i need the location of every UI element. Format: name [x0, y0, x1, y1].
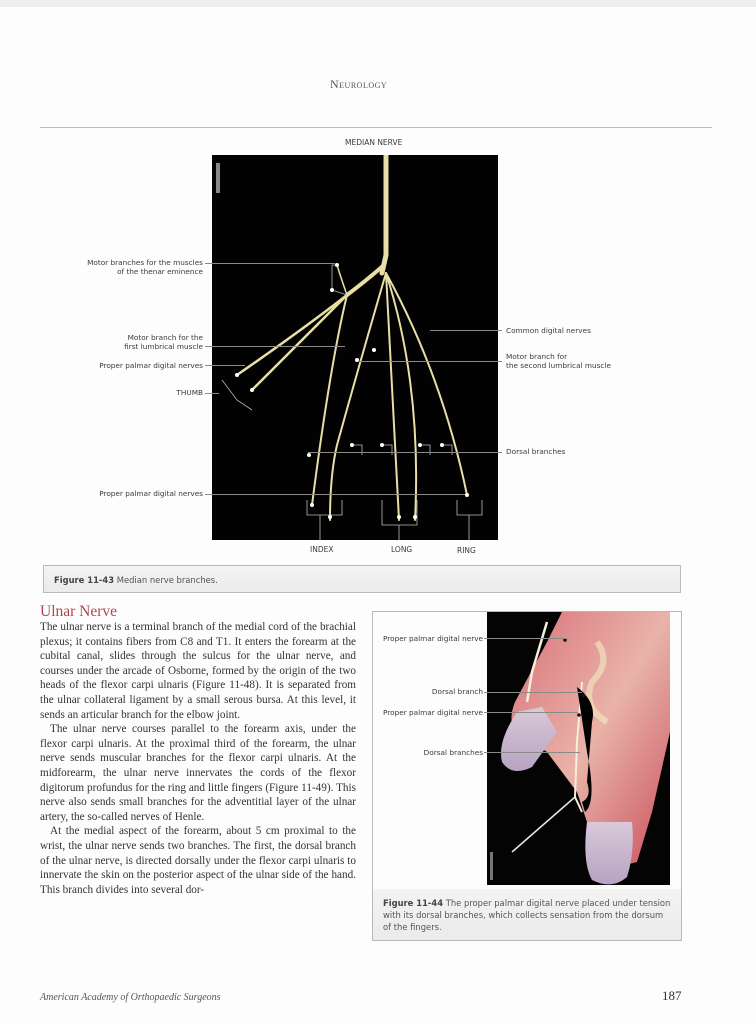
- label-proper-palmar-digital-nerves-thumb: [99, 361, 203, 370]
- label-fig44-proper-palmar-digital-nerve: Proper palmar digital nerve: [383, 634, 483, 643]
- header-rule: [40, 127, 712, 128]
- label-dorsal-branches: [506, 447, 565, 456]
- finger-dissection-photo: [487, 612, 670, 885]
- caption-text: [383, 897, 673, 933]
- caption-body: The proper palmar digital nerve placed under tension with its dorsal branches, which collects sensation from the dorsum of the fingers.: [383, 898, 671, 932]
- label-line: Motor branch for: [506, 352, 568, 361]
- label-thenar-motor-branches: [87, 258, 203, 276]
- leader-line: [484, 712, 578, 713]
- label-line: of the thenar eminence: [117, 267, 203, 276]
- caption-body: Median nerve branches.: [116, 575, 218, 585]
- top-bar: [0, 0, 756, 7]
- label-index: INDEX: [310, 545, 334, 554]
- body-text: [40, 620, 356, 897]
- leader-line: [484, 692, 582, 693]
- finger-illustration: [487, 612, 670, 885]
- median-nerve-label: MEDIAN NERVE: [345, 138, 403, 147]
- leader-line: [205, 263, 335, 264]
- label-fig44-dorsal-branches: Dorsal branches: [423, 748, 483, 757]
- leader-line: [484, 638, 566, 639]
- nerve-illustration: [212, 155, 498, 540]
- leader-line: [205, 494, 465, 495]
- label-ring: RING: [457, 546, 476, 555]
- label-long: LONG: [391, 545, 413, 554]
- leader-line: [484, 752, 580, 753]
- label-line: Proper palmar digital nerves: [99, 489, 203, 498]
- label-line: the second lumbrical muscle: [506, 361, 611, 370]
- paragraph: The ulnar nerve is a terminal branch of the medial cord of the brachial plexus; it contains fibers from C8 and T1. It enters the forearm at the cubital canal, slides through the sulcus for the ulnar nerve, and courses under the arcade of Osborne, formed by the origin of the two heads of the flexor carpi ulnaris (Figure 11-48). It is separated from the ulnar collateral ligament by a small serous bursa. At this level, it sends an articular branch for the elbow joint.: [40, 621, 356, 721]
- caption-number: Figure 11-43: [54, 575, 115, 585]
- figure-11-43-caption: [43, 565, 681, 593]
- label-first-lumbrical-branch: [124, 333, 203, 351]
- label-fig44-proper-palmar-digital-nerve-2: Proper palmar digital nerve: [383, 708, 483, 717]
- label-line: THUMB: [176, 388, 203, 397]
- label-common-digital-nerves: [506, 326, 591, 335]
- leader-line: [205, 393, 219, 394]
- caption-text: [54, 575, 218, 585]
- paragraph: The ulnar nerve courses parallel to the forearm axis, under the flexor carpi ulnaris. At the proximal third of the forearm, the ulnar nerve sends muscular branches for the flexor carpi ulnaris. At the midforearm, the ulnar nerve innervates the cords of the flexor digitorum profundus for the ring and little fingers (Figure 11-49). This nerve also sends small branches for the adventitial layer of the ulnar artery, the so-called nerves of Henle.: [40, 723, 356, 823]
- figure-11-44-caption: [373, 889, 681, 940]
- label-second-lumbrical-branch: [506, 352, 611, 370]
- label-thumb: [176, 388, 203, 397]
- section-title: Ulnar Nerve: [40, 603, 118, 620]
- leader-line: [430, 330, 502, 331]
- label-line: first lumbrical muscle: [124, 342, 203, 351]
- median-nerve-dissection-photo: [212, 155, 498, 540]
- paragraph: At the medial aspect of the forearm, about 5 cm proximal to the wrist, the ulnar nerve sends two branches. The first, the dorsal branch of the ulnar nerve, is directed dorsally under the flexor carpi ulnaris to innervate the skin on the posterior aspect of the ulnar side of the hand. This branch divides into several dor-: [40, 825, 356, 896]
- label-line: Proper palmar digital nerves: [99, 361, 203, 370]
- label-line: Motor branch for the: [127, 333, 203, 342]
- leader-line: [308, 452, 502, 453]
- leader-line: [205, 346, 345, 347]
- label-line: Dorsal branches: [506, 447, 566, 456]
- label-proper-palmar-digital-nerves-fingers: [99, 489, 203, 498]
- label-fig44-dorsal-branch: Dorsal branch: [431, 687, 483, 696]
- page-number: 187: [662, 988, 682, 1003]
- leader-line: [360, 361, 502, 362]
- label-line: Common digital nerves: [506, 326, 591, 335]
- caption-number: Figure 11-44: [383, 898, 444, 908]
- footer-publisher: American Academy of Orthopaedic Surgeons: [40, 992, 221, 1003]
- leader-line: [205, 365, 245, 366]
- running-head: Neurology: [330, 77, 388, 91]
- label-line: Motor branches for the muscles: [87, 258, 203, 267]
